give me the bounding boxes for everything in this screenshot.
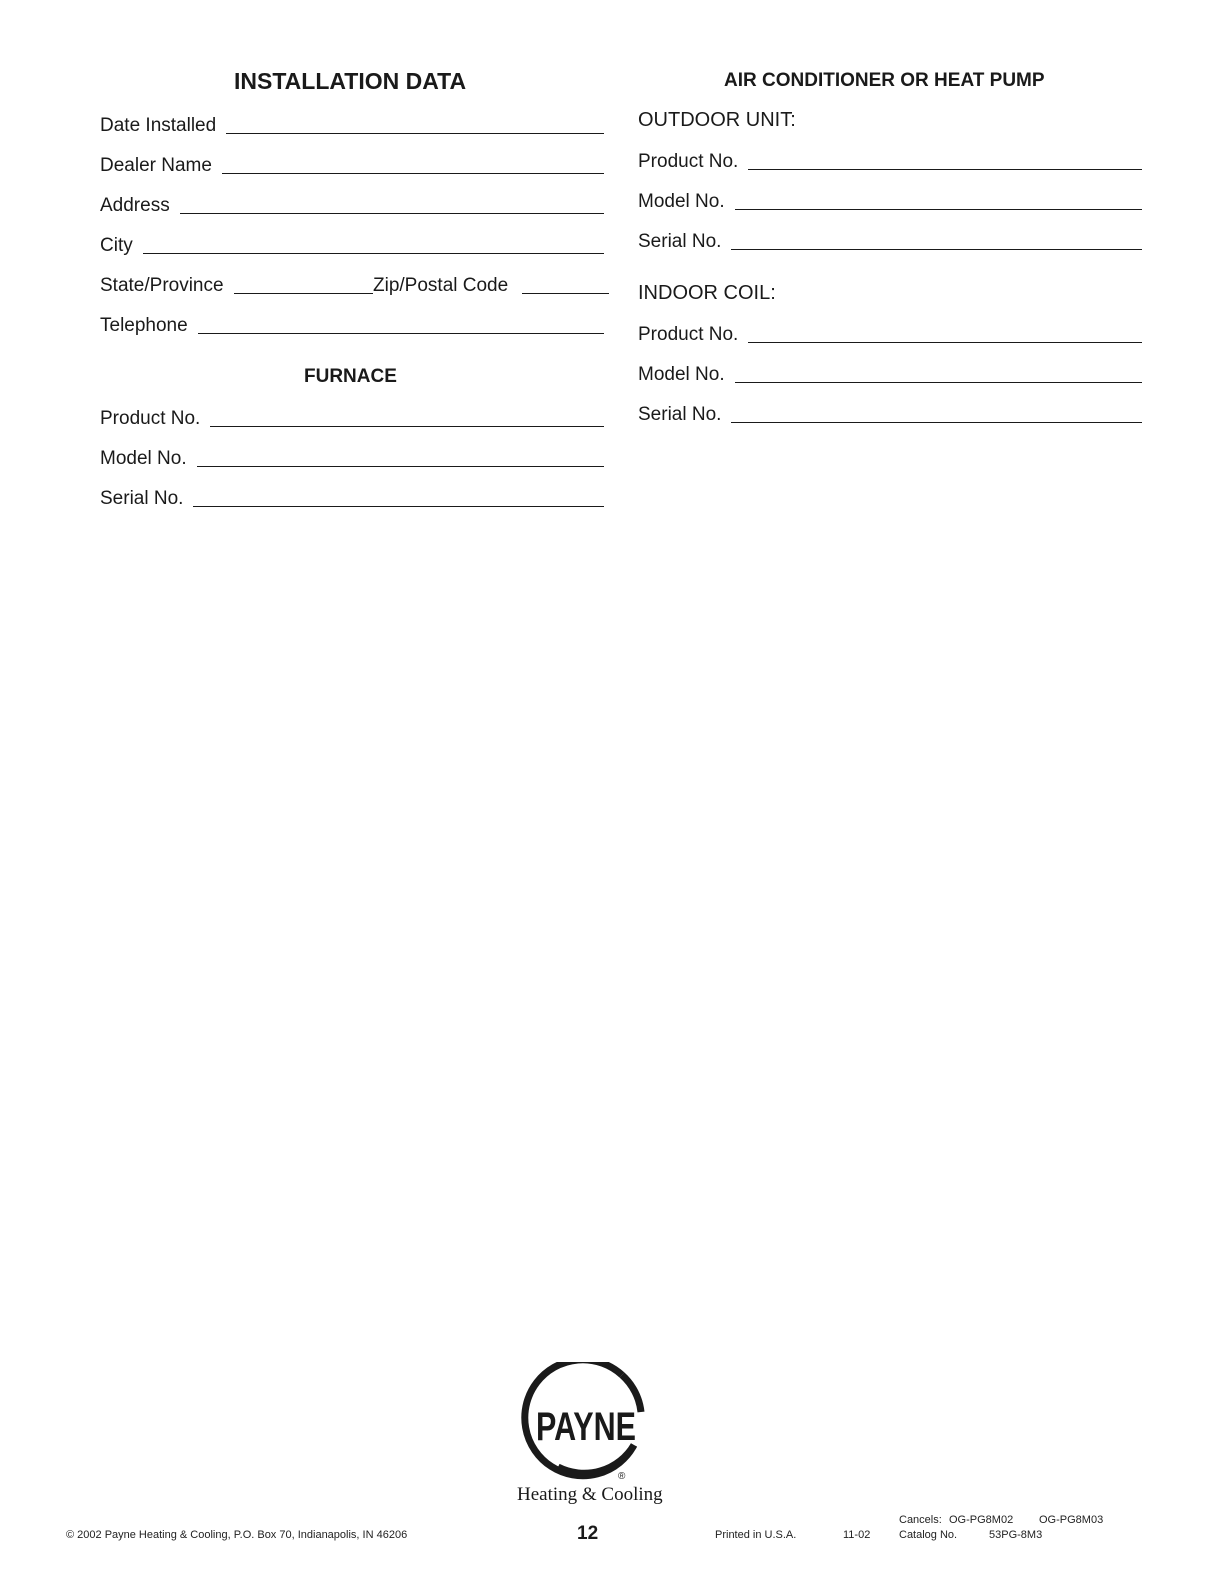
- date-installed-label: Date Installed: [100, 115, 217, 136]
- telephone-field[interactable]: [100, 311, 604, 337]
- city-field[interactable]: [100, 231, 604, 257]
- indoor-serial-label: Serial No.: [638, 404, 722, 425]
- furnace-title: FURNACE: [304, 366, 397, 387]
- indoor-model-label: Model No.: [638, 364, 725, 385]
- catalog-label: Catalog No.: [899, 1529, 958, 1541]
- logo-tagline: Heating & Cooling: [517, 1484, 663, 1505]
- payne-wordmark: PAYNE: [536, 1405, 636, 1449]
- furnace-product-field[interactable]: [100, 404, 604, 430]
- outdoor-model-label: Model No.: [638, 191, 725, 212]
- payne-logo: [518, 1362, 664, 1482]
- catalog-number: 53PG-8M3: [989, 1529, 1043, 1541]
- outdoor-product-line[interactable]: [748, 168, 1142, 170]
- date-installed-line[interactable]: [226, 132, 604, 134]
- furnace-serial-label: Serial No.: [100, 488, 184, 509]
- zip-line[interactable]: [522, 292, 609, 294]
- indoor-product-label: Product No.: [638, 324, 739, 345]
- furnace-model-line[interactable]: [197, 465, 604, 467]
- telephone-label: Telephone: [100, 315, 188, 336]
- cancels-code-1: OG-PG8M02: [949, 1514, 1014, 1526]
- zip-label: Zip/Postal Code: [373, 275, 509, 296]
- address-field[interactable]: [100, 191, 604, 217]
- furnace-serial-field[interactable]: [100, 484, 604, 510]
- page-number: 12: [577, 1523, 599, 1544]
- payne-logo-icon: [518, 1362, 664, 1482]
- cancels-label: Cancels:: [899, 1514, 942, 1526]
- outdoor-product-field[interactable]: [638, 147, 1142, 173]
- dealer-name-line[interactable]: [222, 172, 604, 174]
- ac-heat-pump-title: AIR CONDITIONER OR HEAT PUMP: [724, 70, 1045, 91]
- indoor-model-field[interactable]: [638, 360, 1142, 386]
- city-line[interactable]: [143, 252, 604, 254]
- state-field[interactable]: [100, 271, 373, 297]
- copyright-text: © 2002 Payne Heating & Cooling, P.O. Box 70, Indianapolis, IN 46206: [66, 1529, 408, 1541]
- indoor-serial-line[interactable]: [731, 421, 1142, 423]
- furnace-product-line[interactable]: [210, 425, 604, 427]
- outdoor-serial-label: Serial No.: [638, 231, 722, 252]
- furnace-model-field[interactable]: [100, 444, 604, 470]
- outdoor-product-label: Product No.: [638, 151, 739, 172]
- dealer-name-label: Dealer Name: [100, 155, 212, 176]
- indoor-model-line[interactable]: [735, 381, 1142, 383]
- furnace-model-label: Model No.: [100, 448, 187, 469]
- state-label: State/Province: [100, 275, 224, 296]
- cancels-code-2: OG-PG8M03: [1039, 1514, 1104, 1526]
- indoor-product-field[interactable]: [638, 320, 1142, 346]
- furnace-serial-line[interactable]: [193, 505, 604, 507]
- zip-field[interactable]: [373, 271, 609, 297]
- address-line[interactable]: [180, 212, 604, 214]
- telephone-line[interactable]: [198, 332, 604, 334]
- registered-mark: ®: [618, 1471, 626, 1482]
- outdoor-unit-title: OUTDOOR UNIT:: [638, 109, 796, 131]
- printed-in: Printed in U.S.A.: [715, 1529, 797, 1541]
- indoor-serial-field[interactable]: [638, 400, 1142, 426]
- outdoor-model-line[interactable]: [735, 208, 1142, 210]
- furnace-product-label: Product No.: [100, 408, 201, 429]
- outdoor-serial-line[interactable]: [731, 248, 1142, 250]
- date-installed-field[interactable]: [100, 111, 604, 137]
- outdoor-serial-field[interactable]: [638, 227, 1142, 253]
- indoor-coil-title: INDOOR COIL:: [638, 282, 776, 304]
- state-line[interactable]: [234, 292, 373, 294]
- dealer-name-field[interactable]: [100, 151, 604, 177]
- date-code: 11-02: [843, 1529, 871, 1541]
- indoor-product-line[interactable]: [748, 341, 1142, 343]
- address-label: Address: [100, 195, 170, 216]
- city-label: City: [100, 235, 133, 256]
- installation-data-title: INSTALLATION DATA: [234, 68, 467, 94]
- outdoor-model-field[interactable]: [638, 187, 1142, 213]
